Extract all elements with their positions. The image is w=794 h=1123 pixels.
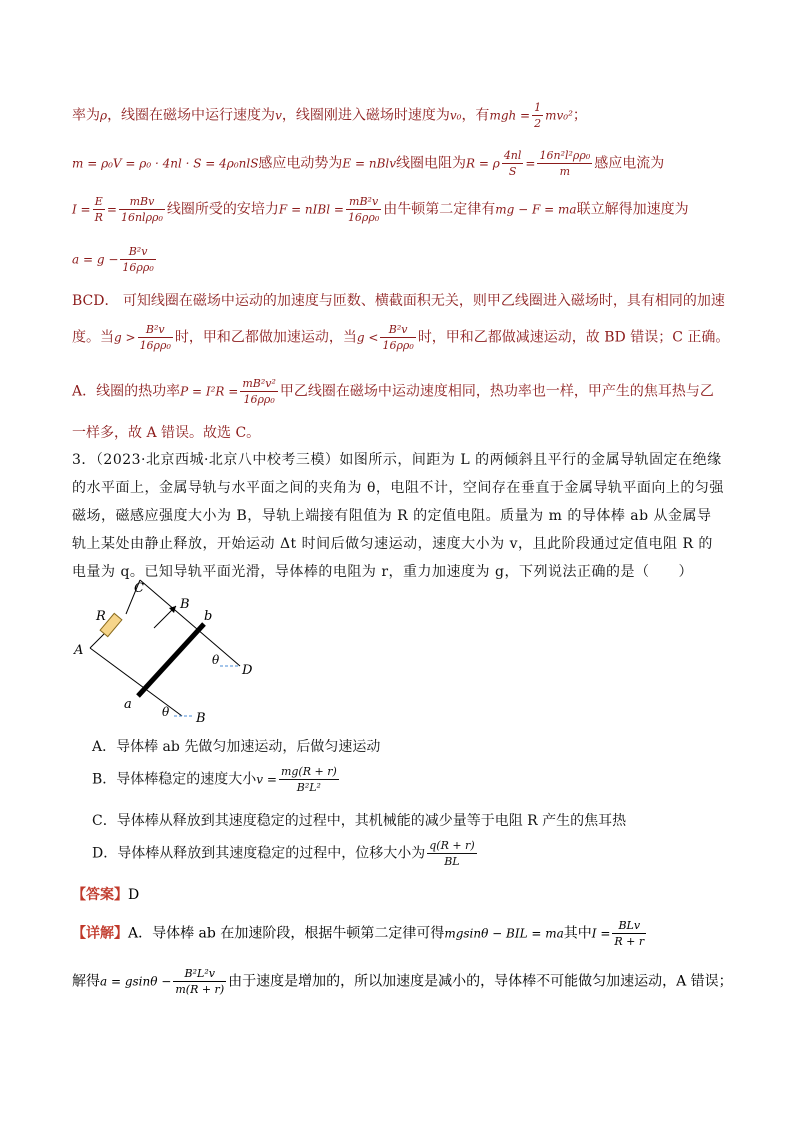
numerator: 1 xyxy=(534,101,542,114)
detail-tag: 【详解】 xyxy=(72,925,128,942)
numerator: 4nl xyxy=(503,149,522,162)
fraction xyxy=(138,322,173,353)
option-c: C．导体棒从释放到其速度稳定的过程中，其机械能的减少量等于电阻 R 产生的焦耳热 xyxy=(92,813,627,829)
math: P = I²R = xyxy=(180,384,239,399)
text: 由牛顿第二定律有 xyxy=(383,201,496,218)
text: ，线圈在磁场中运行速度为 xyxy=(107,107,276,124)
answer-value: D xyxy=(128,887,140,903)
math: g > xyxy=(114,330,136,345)
fraction xyxy=(173,966,226,997)
solution-line-7 xyxy=(72,376,714,407)
label-theta: θ xyxy=(212,653,220,667)
numerator: B²v xyxy=(138,322,173,338)
label-b-point: B xyxy=(196,711,206,726)
text: 率为 xyxy=(72,107,100,124)
math: a = g − xyxy=(72,252,119,267)
option-d xyxy=(92,838,479,869)
denominator: 2 xyxy=(534,117,542,130)
math: E = nBlv xyxy=(342,156,397,171)
text: 解得 xyxy=(72,973,100,990)
numerator: B²L²v xyxy=(173,966,226,982)
text: 一样多，故 A 错误。故选 C。 xyxy=(72,425,261,441)
detail-line-2 xyxy=(72,966,733,997)
math: v xyxy=(275,108,282,123)
text: 由于速度是增加的，所以加速度是减小的，导体棒不可能做匀加速运动，A 错误； xyxy=(228,973,733,990)
solution-line-1 xyxy=(72,100,587,131)
label-r: R xyxy=(96,609,106,624)
solution-line-3 xyxy=(72,194,689,225)
fraction xyxy=(346,194,381,225)
label-a-point: A xyxy=(74,643,84,658)
math: R = ρ xyxy=(466,156,500,171)
conductor-rod-ab xyxy=(138,624,204,696)
option-b xyxy=(92,764,341,795)
rail-diagram xyxy=(68,578,268,728)
upper-rail xyxy=(140,580,240,666)
numerator: mBv xyxy=(119,194,165,210)
math: v₀ xyxy=(449,108,462,123)
math: = xyxy=(106,202,117,217)
option-a: A．导体棒 ab 先做匀加速运动，后做匀速运动 xyxy=(92,739,381,755)
text: ； xyxy=(572,107,587,124)
label-b-end: b xyxy=(204,609,213,624)
math: mg − F = ma xyxy=(495,202,577,217)
denominator: 16ρρ₀ xyxy=(243,393,275,406)
fraction xyxy=(93,194,105,225)
fraction xyxy=(380,322,415,353)
math: I = xyxy=(591,926,611,941)
label-c: C xyxy=(134,581,144,596)
text: 线圈所受的安培力 xyxy=(166,201,279,218)
numerator: E xyxy=(93,194,105,210)
denominator: 16ρρ₀ xyxy=(382,339,414,352)
denominator: 16nlρρ₀ xyxy=(120,211,163,224)
math: a = gsinθ − xyxy=(100,974,172,989)
question-3-text: 3．（2023·北京西城·北京八中校考三模）如图所示，间距为 L 的两倾斜且平行的金属导轨固定在绝缘的水平面上，金属导轨与水平面之间的夹角为 θ，电阻不计，空间存在垂直于金属导轨平面向上的匀强磁场，磁感应强度大小为 B，导轨上端接有阻值为 R 的定值电阻。质量为 m 的导体棒 ab 从金属导轨上某处由静止释放，开始运动 Δt 时间后做匀速运动，速度大小为 v，且此阶段通过定值电阻 R 的电量为 q。已知导轨平面光滑，导体棒的电阻为 r，重力加速度为 g，下列说法正确的是（ ） xyxy=(72,452,724,580)
denominator: 16ρρ₀ xyxy=(139,339,171,352)
math: m = ρ₀V = ρ₀ · 4nl · S = 4ρ₀nlS xyxy=(72,156,259,171)
text: 联立解得加速度为 xyxy=(576,201,689,218)
text: B．导体棒稳定的速度大小 xyxy=(92,771,257,788)
text: A．线圈的热功率 xyxy=(72,383,181,400)
numerator: B²v xyxy=(380,322,415,338)
denominator: BL xyxy=(444,855,460,868)
detail-line-1 xyxy=(72,918,648,949)
math: g < xyxy=(356,330,379,345)
math: mgh = xyxy=(489,108,531,123)
denominator: m xyxy=(559,165,571,178)
math: mv₀² xyxy=(545,108,573,123)
solution-line-8 xyxy=(72,422,260,442)
text: 感应电动势为 xyxy=(258,155,343,172)
fraction xyxy=(532,100,543,131)
fraction xyxy=(427,838,476,869)
label-d: D xyxy=(242,663,253,678)
text: D．导体棒从释放到其速度稳定的过程中，位移大小为 xyxy=(92,845,426,862)
label-b-field: B xyxy=(180,597,190,612)
text: 甲乙线圈在磁场中运动速度相同，热功率也一样，甲产生的焦耳热与乙 xyxy=(279,383,714,400)
text: ，有 xyxy=(461,107,490,124)
solution-line-6 xyxy=(72,322,729,353)
text: 线圈电阻为 xyxy=(396,155,467,172)
numerator: mB²v² xyxy=(242,377,276,390)
text: A．导体棒 ab 在加速阶段，根据牛顿第二定律可得 xyxy=(128,925,445,942)
denominator: m(R + r) xyxy=(175,983,225,996)
math: v = xyxy=(256,772,277,787)
denominator: R + r xyxy=(614,935,645,948)
math: F = nIBl = xyxy=(278,202,344,217)
text: 感应电流为 xyxy=(594,155,665,172)
fraction xyxy=(120,244,155,275)
solution-line-2 xyxy=(72,148,664,179)
solution-line-4 xyxy=(72,244,158,275)
denominator: 16ρρ₀ xyxy=(122,261,154,274)
answer-line xyxy=(72,884,139,904)
solution-line-5 xyxy=(72,290,725,310)
fraction xyxy=(537,148,592,179)
fraction xyxy=(279,764,339,795)
numerator: q(R + r) xyxy=(429,839,475,852)
fraction xyxy=(240,376,278,407)
math: ρ xyxy=(100,108,108,123)
fraction xyxy=(119,194,165,225)
math: mgsinθ − BIL = ma xyxy=(444,926,564,941)
answer-tag: 【答案】 xyxy=(72,887,128,903)
denominator: B²L² xyxy=(296,781,321,794)
denominator: S xyxy=(508,165,517,178)
math: = xyxy=(525,156,536,171)
numerator: mg(R + r) xyxy=(280,765,337,778)
text: 度。当 xyxy=(72,329,114,346)
text: 时，甲和乙都做加速运动，当 xyxy=(174,329,357,346)
numerator: 16n²l²ρρ₀ xyxy=(539,149,591,162)
denominator: R xyxy=(94,211,103,224)
text: 其中 xyxy=(563,925,592,942)
denominator: 16ρρ₀ xyxy=(347,211,380,224)
label-a-end: a xyxy=(124,697,132,712)
text: ，线圈刚进入磁场时速度为 xyxy=(281,107,450,124)
numerator: BLv xyxy=(612,918,646,934)
text: BCD． 可知线圈在磁场中运动的加速度与匝数、横截面积无关，则甲乙线圈进入磁场时，具有相同的加速 xyxy=(72,293,725,309)
numerator: mB²v xyxy=(346,194,381,210)
math: I = xyxy=(72,202,91,217)
fraction xyxy=(502,148,524,179)
fraction xyxy=(612,918,646,949)
text: 时，甲和乙都做减速运动，故 BD 错误；C 正确。 xyxy=(417,329,730,346)
label-theta: θ xyxy=(162,705,170,719)
numerator: B²v xyxy=(120,244,155,260)
